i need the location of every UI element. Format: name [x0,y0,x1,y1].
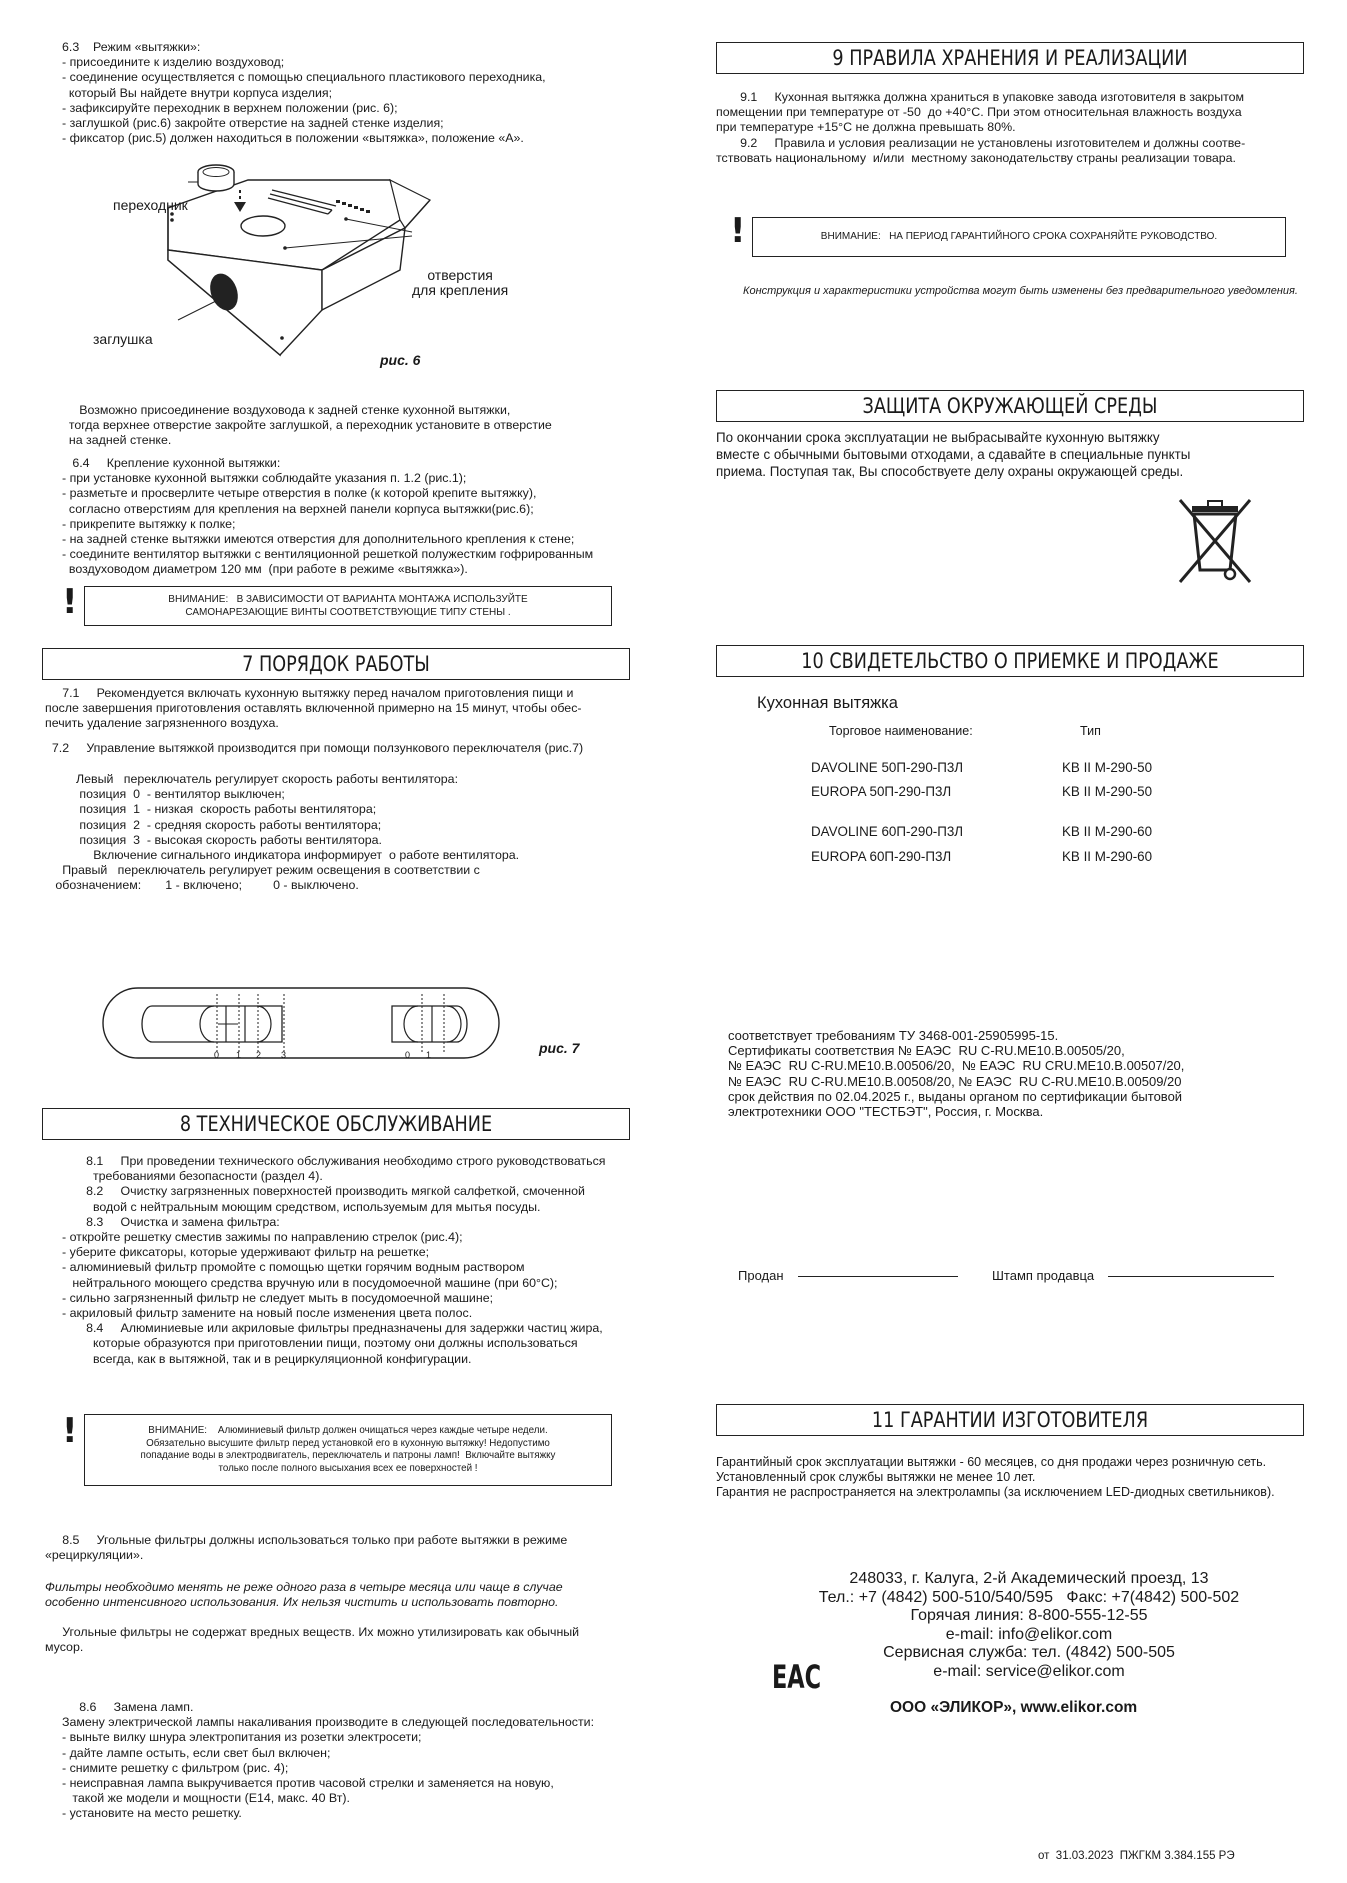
warning-1-exclamation-icon: ! [62,582,78,622]
section-6-3: 6.3 Режим «вытяжки»: - присоедините к изделию воздуховод; - соединение осуществляется с помощью специального пластикового переходника, который Вы найдете внутри корпуса изделия; - зафиксируйте переходник в верхнем положении (рис. 6); - заглушкой (рис.6) закройте отверстие на задней стенке изделия; - фиксатор (рис.5) должен находиться в положении «вытяжка», положение «А». [62,40,546,146]
section-7-2-details: Левый переключатель регулирует скорость работы вентилятора: позиция 0 - вентилятор выключен; позиция 1 - низкая скорость работы вентилятора; позиция 2 - средняя скорость работы вентилятора; позиция 3 - высокая скорость работы вентилятора. Включение сигнального индикатора информирует о работе вентилятора. Правый переключатель регулирует режим освещения в соответствии с обозначением: 1 - включено; 0 - выключено. [55,772,520,893]
warning-3-exclamation-icon: ! [730,211,746,251]
stamp-line [1108,1276,1274,1277]
company-name: ООО «ЭЛИКОР», www.elikor.com [890,1699,1138,1716]
design-change-note: Конструкция и характеристики устройства могут быть изменены без предварительного уведомления. [743,285,1298,297]
figure-6-label-plug: заглушка [93,331,153,347]
section-7-1: 7.1 Рекомендуется включать кухонную вытяжку перед началом приготовления пищи и после завершения приготовления оставлять включенной примерно на 15 минут, чтобы обес- печить удаление загрязненного воздуха. [45,686,582,731]
sold-label: Продан [738,1268,784,1283]
eac-logo: EAC [772,1658,822,1696]
contacts-block: 248033, г. Калуга, 2-й Академический проезд, 13 Тел.: +7 (4842) 500-510/540/595 Факс: +7(4842) 500-502 Горячая линия: 8-800-555-12-55 e-mail: info@elikor.com Сервисная служба: тел. (4842) 500-505 e-mail: service@elikor.com [818,1570,1240,1680]
warning-3-text: ВНИМАНИЕ: НА ПЕРИОД ГАРАНТИЙНОГО СРОКА СОХРАНЯЙТЕ РУКОВОДСТВО. [820,231,1218,242]
environment-text: По окончании срока эксплуатации не выбрасывайте кухонную вытяжку вместе с обычными бытовыми отходами, а сдавайте в специальные пункты приема. Поступая так, Вы способствуете делу охраны окружающей среды. [716,430,1191,479]
document-footer: от 31.03.2023 ПЖГКМ 3.384.155 РЭ [1038,1850,1235,1862]
warning-1-text: ВНИМАНИЕ: В ЗАВИСИМОСТИ ОТ ВАРИАНТА МОНТАЖА ИСПОЛЬЗУЙТЕ САМОНАРЕЗАЮЩИЕ ВИНТЫ СООТВЕТСТВУЮЩИЕ ТИПУ СТЕНЫ . [168,594,528,618]
section-6-4: 6.4 Крепление кухонной вытяжки: - при установке кухонной вытяжки соблюдайте указания п. 1.2 (рис.1); - разметьте и просверлите четыре отверстия в полке (к которой крепите вытяжку), согласно отверстиям для крепления на верхней панели корпуса вытяжки(рис.6); - прикрепите вытяжку к полке; - на задней стенке вытяжки имеются отверстия для дополнительного крепления к стене; - соедините вентилятор вытяжки с вентиляционной решеткой полужестким гофрированным воздуховодом диаметром 120 мм (при работе в режиме «вытяжка»). [62,456,594,577]
section-7-2: 7.2 Управление вытяжкой производится при помощи ползункового переключателя (рис.7) [45,741,584,755]
model-type-1: KB II M-290-50 [1062,760,1153,775]
environment-heading: ЗАЩИТА ОКРУЖАЮЩЕЙ СРЕДЫ [716,390,1304,422]
product-name: Кухонная вытяжка [757,694,898,712]
warranty-text: Гарантийный срок эксплуатации вытяжки - 60 месяцев, со дня продажи через розничную сеть. Установленный срок службы вытяжки не менее 10 лет. Гарантия не распространяется на электролампы (за исключением LED-диодных светильников). [716,1455,1275,1500]
section-8-5-carbon: Угольные фильтры не содержат вредных веществ. Их можно утилизировать как обычный мусор. [45,1625,580,1655]
warning-box-3 [752,217,1286,257]
certification-text: соответствует требованиям ТУ 3468-001-25905995-15. Сертификаты соответствия № ЕАЭС RU C-RU.ME10.B.00505/20, № ЕАЭС RU C-RU.ME10.B.00506/20, № ЕАЭС RU CRU.ME10.B.00507/20, № ЕАЭС RU C-RU.ME10.B.00508/20, № ЕАЭС RU C-RU.ME10.B.00509/20 срок действия по 02.04.2025 г., выданы органом по сертификации бытовой электротехники ООО "ТЕСТБЭТ", Россия, г. Москва. [728,1028,1185,1120]
section-7-heading: 7 ПОРЯДОК РАБОТЫ [42,648,630,680]
section-9-heading: 9 ПРАВИЛА ХРАНЕНИЯ И РЕАЛИЗАЦИИ [716,42,1304,74]
figure-7-switch-panel [102,986,502,1066]
section-11-heading: 11 ГАРАНТИИ ИЗГОТОВИТЕЛЯ [716,1404,1304,1436]
warning-2-exclamation-icon: ! [62,1411,78,1451]
figure-6-hood-diagram [100,160,540,370]
section-8-5: 8.5 Угольные фильтры должны использоваться только при работе вытяжки в режиме «рециркуляции». [45,1533,568,1563]
figure-7-tick-1: 1 [236,1050,242,1060]
section-8-6: 8.6 Замена ламп. Замену электрической лампы накаливания производите в следующей последовательности: - выньте вилку шнура электропитания из розетки электросети; - дайте лампе остыть, если свет был включен; - снимите решетку с фильтром (рис. 4); - неисправная лампа выкручивается против часовой стрелки и заменяется на новую, такой же модели и мощности (Е14, макс. 40 Вт). - установите на место решетку. [62,1700,595,1821]
figure-7-caption: рис. 7 [539,1040,580,1056]
crossed-bin-icon [1172,496,1258,586]
warning-box-2 [84,1414,612,1486]
figure-7-tick-0: 0 [214,1050,220,1060]
model-name-2: EUROPA 50П-290-П3Л [811,784,952,799]
model-type-4: KB II M-290-60 [1062,849,1153,864]
figure-7-tick-2: 2 [256,1050,262,1060]
figure-6-caption: рис. 6 [380,352,421,368]
model-type-3: KB II M-290-60 [1062,824,1153,839]
figure-7-tick-3: 3 [281,1050,287,1060]
column-type: Тип [1080,724,1101,738]
warning-box-1 [84,586,612,626]
column-trade-name: Торговое наименование: [829,724,973,738]
section-8-5-italic-note: Фильтры необходимо менять не реже одного раза в четыре месяца или чаще в случае особенно интенсивного использования. Их нельзя чистить и использовать повторно. [45,1580,563,1610]
model-name-3: DAVOLINE 60П-290-П3Л [811,824,964,839]
section-8-text: 8.1 При проведении технического обслуживания необходимо строго руководствоваться требованиями безопасности (раздел 4). 8.2 Очистку загрязненных поверхностей производить мягкой салфеткой, смоченной водой с нейтральным моющим средством, используемым для мытья посуды. 8.3 Очистка и замена фильтра: - откройте решетку сместив зажимы по направлению стрелок (рис.4); - уберите фиксаторы, которые удерживают фильтр на решетке; - алюминиевый фильтр промойте с помощью щетки горячим водным раствором нейтрального моющего средства вручную или в посудомоечной машине (при 60°С); - сильно загрязненный фильтр не следует мыть в посудомоечной машине; - акриловый фильтр замените на новый после изменения цвета полос. 8.4 Алюминиевые или акриловые фильтры предназначены для задержки частиц жира, которые образуются при приготовлении пищи, поэтому они должны использоваться всегда, как в вытяжной, так и в рециркуляционной конфигурации. [62,1154,606,1366]
section-10-heading: 10 СВИДЕТЕЛЬСТВО О ПРИЕМКЕ И ПРОДАЖЕ [716,645,1304,677]
sold-line [798,1276,958,1277]
stamp-label: Штамп продавца [992,1268,1095,1283]
model-name-1: DAVOLINE 50П-290-П3Л [811,760,964,775]
model-name-4: EUROPA 60П-290-П3Л [811,849,952,864]
figure-7-tick-r1: 1 [426,1050,432,1060]
figure-6-label-holes: отверстия для крепления [412,267,509,298]
section-6-3-note: Возможно присоединение воздуховода к задней стенке кухонной вытяжки, тогда верхнее отверстие закройте заглушкой, а переходник установите в отверстие на задней стенке. [68,403,552,448]
warning-2-text: ВНИМАНИЕ: Алюминиевый фильтр должен очищаться через каждые четыре недели. Обязательно высушите фильтр перед установкой его в кухонную вытяжку! Недопустимо попадание воды в электродвигатель, переключатель и патроны ламп! Включайте вытяжку только после полного высыхания всех ее поверхностей ! [140,1425,556,1474]
model-type-2: KB II M-290-50 [1062,784,1153,799]
section-9-text: 9.1 Кухонная вытяжка должна храниться в упаковке завода изготовителя в закрытом помещении при температуре от -50 до +40°С. При этом относительная влажность воздуха при температуре +15°С не должна превышать 80%. 9.2 Правила и условия реализации не установлены изготовителем и должны соотве- тствовать национальному и/или местному законодательству страны реализации товара. [716,90,1246,165]
figure-7-tick-r0: 0 [405,1050,411,1060]
section-8-heading: 8 ТЕХНИЧЕСКОЕ ОБСЛУЖИВАНИЕ [42,1108,630,1140]
figure-6-label-adapter: переходник [113,197,188,213]
